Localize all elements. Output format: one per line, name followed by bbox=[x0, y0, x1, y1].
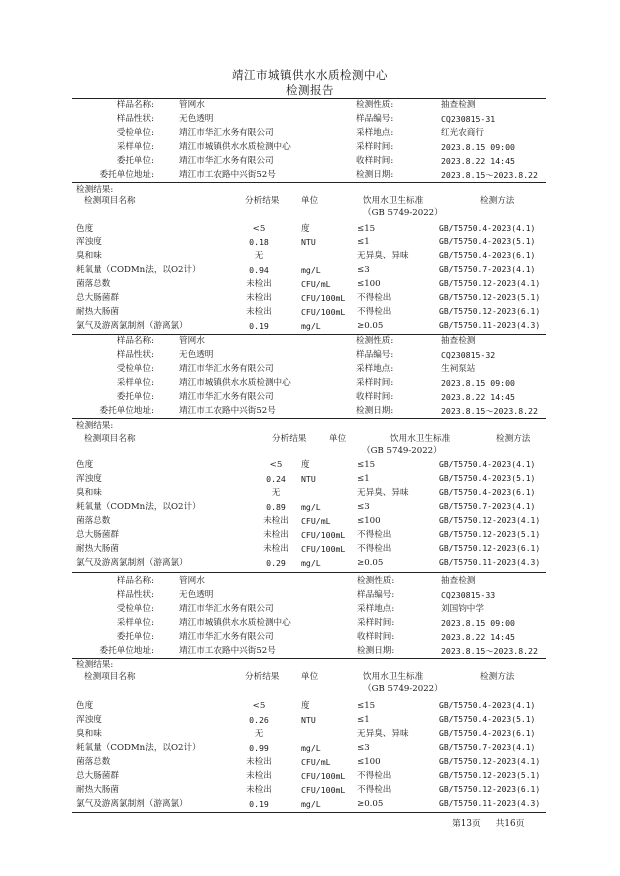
table-row-result: 未检出 bbox=[263, 530, 289, 540]
col-result-header: 分析结果 bbox=[245, 196, 280, 206]
table-row-unit: NTU bbox=[301, 474, 316, 484]
table-row-unit: CFU/100mL bbox=[301, 293, 346, 303]
table-row-item: 浑浊度 bbox=[76, 237, 102, 247]
table-row-std: 不得检出 bbox=[357, 293, 392, 303]
table-row-method: GB/T5750.11-2023(4.3) bbox=[439, 558, 541, 567]
table-row-item: 浑浊度 bbox=[76, 474, 102, 484]
table-row-unit: mg/L bbox=[301, 502, 321, 512]
table-row-method: GB/T5750.7-2023(4.1) bbox=[439, 743, 536, 752]
sample-name-value: 管网水 bbox=[179, 100, 205, 110]
sampling-unit-value: 靖江市城镇供水水质检测中心 bbox=[179, 142, 291, 152]
table-row-result: 0.29 bbox=[266, 558, 286, 568]
sample-name-label: 样品名称: bbox=[116, 100, 154, 110]
entrust-address-label: 委托单位地址: bbox=[99, 406, 154, 416]
table-row-result: 未检出 bbox=[246, 771, 272, 781]
col-method-header: 检测方法 bbox=[480, 672, 515, 682]
table-row-item: 总大肠菌群 bbox=[76, 293, 119, 303]
table-row-item: 耐热大肠菌 bbox=[76, 544, 119, 554]
table-row-std: ≤3 bbox=[357, 265, 370, 275]
receive-time-value: 2023.8.22 14:45 bbox=[441, 632, 515, 642]
sampling-unit-value: 靖江市城镇供水水质检测中心 bbox=[179, 618, 291, 628]
table-row-result: 未检出 bbox=[246, 757, 272, 767]
table-row-std: ≤15 bbox=[357, 701, 376, 711]
receive-time-label: 收样时间: bbox=[357, 632, 395, 642]
table-row-result: <5 bbox=[252, 701, 266, 711]
table-row-method: GB/T5750.12-2023(6.1) bbox=[439, 544, 541, 553]
table-row-result: 0.99 bbox=[249, 743, 269, 753]
sample-state-label: 样品性状: bbox=[116, 114, 154, 124]
table-row-std: ≤1 bbox=[357, 237, 370, 247]
table-row-item: 色度 bbox=[76, 460, 94, 470]
table-row-std: ≤15 bbox=[357, 224, 376, 234]
table-row-method: GB/T5750.12-2023(4.1) bbox=[439, 757, 541, 766]
col-item-header: 检测项目名称 bbox=[84, 196, 136, 206]
table-row-unit: 度 bbox=[301, 460, 310, 470]
table-row-unit: CFU/100mL bbox=[301, 771, 346, 781]
block-top-rule bbox=[72, 334, 546, 335]
sample-name-label: 样品名称: bbox=[116, 336, 154, 346]
entrust-address-label: 委托单位地址: bbox=[99, 646, 154, 656]
table-row-item: 氯气及游离氯制剂（游离氯） bbox=[76, 558, 188, 568]
sample-name-value: 管网水 bbox=[179, 576, 205, 586]
table-row-result: <5 bbox=[269, 460, 283, 470]
table-row-item: 浑浊度 bbox=[76, 715, 102, 725]
sampling-place-label: 采样地点: bbox=[356, 364, 394, 374]
sample-no-value: CQ230815-31 bbox=[441, 114, 496, 124]
table-row-unit: CFU/100mL bbox=[301, 544, 346, 554]
table-row-std: ≤100 bbox=[357, 516, 381, 526]
table-row-unit: CFU/100mL bbox=[301, 530, 346, 540]
entrust-unit-label: 委托单位: bbox=[116, 392, 154, 402]
table-row-std: ≤3 bbox=[357, 502, 370, 512]
block-bottom-rule bbox=[72, 812, 546, 813]
sample-no-label: 样品编号: bbox=[356, 114, 394, 124]
table-row-std: ≤1 bbox=[357, 715, 370, 725]
table-row-item: 臭和味 bbox=[76, 729, 102, 739]
table-row-method: GB/T5750.4-2023(4.1) bbox=[439, 701, 536, 710]
table-row-result: 0.94 bbox=[249, 265, 269, 275]
table-row-result: 0.26 bbox=[249, 715, 269, 725]
col-result-header: 分析结果 bbox=[245, 672, 280, 682]
sample-state-value: 无色透明 bbox=[179, 590, 214, 600]
table-row-method: GB/T5750.7-2023(4.1) bbox=[439, 265, 536, 274]
block-top-rule bbox=[72, 572, 546, 573]
table-row-method: GB/T5750.12-2023(5.1) bbox=[439, 530, 541, 539]
table-row-method: GB/T5750.4-2023(6.1) bbox=[439, 729, 536, 738]
sampling-unit-label: 采样单位: bbox=[116, 142, 154, 152]
table-row-result: 未检出 bbox=[246, 785, 272, 795]
table-row-std: 无异臭、异味 bbox=[357, 251, 409, 261]
client-unit-label: 受检单位: bbox=[116, 604, 154, 614]
table-row-result: 未检出 bbox=[246, 279, 272, 289]
client-unit-value: 靖江市华汇水务有限公司 bbox=[179, 364, 274, 374]
sample-no-label: 样品编号: bbox=[356, 350, 394, 360]
table-row-unit: mg/L bbox=[301, 743, 321, 753]
test-nature-value: 抽查检测 bbox=[441, 576, 476, 586]
table-row-result: 无 bbox=[254, 251, 264, 261]
sampling-time-label: 采样时间: bbox=[357, 618, 395, 628]
col-item-header: 检测项目名称 bbox=[84, 672, 136, 682]
table-row-unit: 度 bbox=[301, 224, 310, 234]
sample-no-value: CQ230815-33 bbox=[441, 590, 496, 600]
table-row-std: 无异臭、异味 bbox=[357, 488, 409, 498]
table-row-unit: mg/L bbox=[301, 265, 321, 275]
sampling-time-value: 2023.8.15 09:00 bbox=[441, 378, 515, 388]
table-row-result: 0.89 bbox=[266, 502, 286, 512]
table-row-method: GB/T5750.4-2023(4.1) bbox=[439, 460, 536, 469]
test-date-value: 2023.8.15～2023.8.22 bbox=[441, 646, 538, 656]
info-bottom-rule bbox=[72, 182, 546, 183]
sampling-place-label: 采样地点: bbox=[356, 128, 394, 138]
table-row-std: 不得检出 bbox=[357, 785, 392, 795]
info-bottom-rule bbox=[72, 658, 546, 659]
table-row-item: 耗氧量（CODMn法，以O2计） bbox=[76, 502, 201, 512]
sample-state-label: 样品性状: bbox=[116, 590, 154, 600]
sampling-unit-label: 采样单位: bbox=[116, 378, 154, 388]
test-date-value: 2023.8.15～2023.8.22 bbox=[441, 406, 538, 416]
table-row-item: 臭和味 bbox=[76, 488, 102, 498]
col-method-header: 检测方法 bbox=[496, 434, 531, 444]
table-row-std: ≥0.05 bbox=[357, 321, 384, 331]
table-row-method: GB/T5750.12-2023(5.1) bbox=[439, 771, 541, 780]
table-row-result: 0.19 bbox=[249, 321, 269, 331]
table-row-unit: CFU/100mL bbox=[301, 307, 346, 317]
table-row-method: GB/T5750.12-2023(5.1) bbox=[439, 293, 541, 302]
sampling-place-label: 采样地点: bbox=[357, 604, 395, 614]
table-row-method: GB/T5750.11-2023(4.3) bbox=[439, 321, 541, 330]
table-row-unit: CFU/mL bbox=[301, 757, 331, 767]
table-row-unit: CFU/mL bbox=[301, 516, 331, 526]
table-row-result: 未检出 bbox=[246, 307, 272, 317]
table-row-std: 不得检出 bbox=[357, 307, 392, 317]
results-label: 检测结果: bbox=[76, 660, 114, 670]
col-method-header: 检测方法 bbox=[480, 196, 515, 206]
test-date-value: 2023.8.15～2023.8.22 bbox=[441, 170, 538, 180]
col-unit-header: 单位 bbox=[301, 672, 319, 682]
col-std-header: 饮用水卫生标准 bbox=[363, 672, 424, 682]
table-row-method: GB/T5750.4-2023(5.1) bbox=[439, 715, 536, 724]
col-unit-header: 单位 bbox=[329, 434, 347, 444]
table-row-result: 无 bbox=[254, 729, 264, 739]
table-row-result: 无 bbox=[271, 488, 281, 498]
table-row-item: 氯气及游离氯制剂（游离氯） bbox=[76, 799, 188, 809]
col-result-header: 分析结果 bbox=[272, 434, 307, 444]
table-row-item: 总大肠菌群 bbox=[76, 771, 119, 781]
table-row-method: GB/T5750.4-2023(4.1) bbox=[439, 224, 536, 233]
table-row-result: 未检出 bbox=[246, 293, 272, 303]
col-std-header: 饮用水卫生标准 bbox=[390, 434, 451, 444]
test-date-label: 检测日期: bbox=[356, 406, 394, 416]
table-row-method: GB/T5750.12-2023(4.1) bbox=[439, 516, 541, 525]
table-row-std: 无异臭、异味 bbox=[357, 729, 409, 739]
sampling-time-value: 2023.8.15 09:00 bbox=[441, 618, 515, 628]
client-unit-value: 靖江市华汇水务有限公司 bbox=[179, 604, 274, 614]
entrust-unit-value: 靖江市华汇水务有限公司 bbox=[179, 392, 274, 402]
table-row-item: 菌落总数 bbox=[76, 516, 111, 526]
sample-state-value: 无色透明 bbox=[179, 350, 214, 360]
table-row-item: 耐热大肠菌 bbox=[76, 307, 119, 317]
col-std-header-2: （GB 5749-2022） bbox=[363, 208, 443, 218]
entrust-address-label: 委托单位地址: bbox=[99, 170, 154, 180]
entrust-unit-value: 靖江市华汇水务有限公司 bbox=[179, 156, 274, 166]
table-row-unit: mg/L bbox=[301, 321, 321, 331]
test-nature-value: 抽查检测 bbox=[441, 100, 476, 110]
client-unit-value: 靖江市华汇水务有限公司 bbox=[179, 128, 274, 138]
sample-no-label: 样品编号: bbox=[357, 590, 395, 600]
table-row-method: GB/T5750.4-2023(5.1) bbox=[439, 237, 536, 246]
table-row-std: ≥0.05 bbox=[357, 799, 384, 809]
table-row-item: 总大肠菌群 bbox=[76, 530, 119, 540]
test-date-label: 检测日期: bbox=[356, 170, 394, 180]
report-title: 检测报告 bbox=[286, 83, 334, 97]
table-row-std: ≤3 bbox=[357, 743, 370, 753]
table-row-unit: NTU bbox=[301, 237, 316, 247]
sampling-place-value: 红光农商行 bbox=[441, 128, 484, 138]
sample-name-label: 样品名称: bbox=[116, 576, 154, 586]
table-row-std: ≤1 bbox=[357, 474, 370, 484]
table-row-item: 色度 bbox=[76, 224, 94, 234]
client-unit-label: 受检单位: bbox=[116, 364, 154, 374]
block-top-rule bbox=[72, 98, 546, 99]
col-item-header: 检测项目名称 bbox=[84, 434, 136, 444]
table-row-unit: mg/L bbox=[301, 558, 321, 568]
table-row-result: 0.19 bbox=[249, 799, 269, 809]
client-unit-label: 受检单位: bbox=[116, 128, 154, 138]
table-row-method: GB/T5750.4-2023(6.1) bbox=[439, 488, 536, 497]
table-row-item: 耗氧量（CODMn法，以O2计） bbox=[76, 265, 201, 275]
sampling-time-label: 采样时间: bbox=[356, 378, 394, 388]
table-row-method: GB/T5750.4-2023(5.1) bbox=[439, 474, 536, 483]
table-row-result: 未检出 bbox=[263, 544, 289, 554]
test-nature-label: 检测性质: bbox=[357, 576, 395, 586]
sample-state-label: 样品性状: bbox=[116, 350, 154, 360]
sampling-unit-label: 采样单位: bbox=[116, 618, 154, 628]
info-bottom-rule bbox=[72, 418, 546, 419]
table-row-result: 0.24 bbox=[266, 474, 286, 484]
table-row-item: 菌落总数 bbox=[76, 757, 111, 767]
table-row-std: ≤100 bbox=[357, 279, 381, 289]
test-nature-label: 检测性质: bbox=[356, 336, 394, 346]
table-row-item: 氯气及游离氯制剂（游离氯） bbox=[76, 321, 188, 331]
lab-name: 靖江市城镇供水水质检测中心 bbox=[232, 68, 388, 82]
table-row-item: 臭和味 bbox=[76, 251, 102, 261]
table-row-result: 未检出 bbox=[263, 516, 289, 526]
sample-state-value: 无色透明 bbox=[179, 114, 214, 124]
table-row-method: GB/T5750.7-2023(4.1) bbox=[439, 502, 536, 511]
col-std-header-2: （GB 5749-2022） bbox=[363, 684, 443, 694]
entrust-unit-label: 委托单位: bbox=[116, 632, 154, 642]
table-row-unit: mg/L bbox=[301, 799, 321, 809]
test-nature-label: 检测性质: bbox=[356, 100, 394, 110]
page-total: 共16页 bbox=[495, 819, 525, 829]
table-row-std: ≤15 bbox=[357, 460, 376, 470]
receive-time-value: 2023.8.22 14:45 bbox=[441, 156, 515, 166]
results-label: 检测结果: bbox=[76, 185, 114, 195]
table-row-std: 不得检出 bbox=[357, 544, 392, 554]
table-row-item: 耐热大肠菌 bbox=[76, 785, 119, 795]
receive-time-label: 收样时间: bbox=[356, 392, 394, 402]
entrust-address-value: 靖江市工农路中兴街52号 bbox=[179, 406, 276, 416]
table-row-method: GB/T5750.11-2023(4.3) bbox=[439, 799, 541, 808]
sampling-place-value: 刘国钧中学 bbox=[441, 604, 484, 614]
test-nature-value: 抽查检测 bbox=[441, 336, 476, 346]
table-row-method: GB/T5750.12-2023(4.1) bbox=[439, 279, 541, 288]
sampling-unit-value: 靖江市城镇供水水质检测中心 bbox=[179, 378, 291, 388]
entrust-unit-value: 靖江市华汇水务有限公司 bbox=[179, 632, 274, 642]
sample-no-value: CQ230815-32 bbox=[441, 350, 496, 360]
table-row-result: 0.18 bbox=[249, 237, 269, 247]
table-row-std: 不得检出 bbox=[357, 530, 392, 540]
table-row-std: ≤100 bbox=[357, 757, 381, 767]
sampling-time-label: 采样时间: bbox=[356, 142, 394, 152]
table-row-std: ≥0.05 bbox=[357, 558, 384, 568]
page-number: 第13页 bbox=[452, 819, 481, 829]
table-row-std: 不得检出 bbox=[357, 771, 392, 781]
receive-time-label: 收样时间: bbox=[356, 156, 394, 166]
table-row-method: GB/T5750.4-2023(6.1) bbox=[439, 251, 536, 260]
table-row-result: <5 bbox=[252, 224, 266, 234]
table-row-unit: NTU bbox=[301, 715, 316, 725]
table-row-unit: 度 bbox=[301, 701, 310, 711]
page-footer bbox=[452, 820, 524, 829]
table-row-method: GB/T5750.12-2023(6.1) bbox=[439, 785, 541, 794]
table-row-method: GB/T5750.12-2023(6.1) bbox=[439, 307, 541, 316]
results-label: 检测结果: bbox=[76, 421, 114, 431]
table-row-item: 耗氧量（CODMn法，以O2计） bbox=[76, 743, 201, 753]
col-std-header: 饮用水卫生标准 bbox=[363, 196, 424, 206]
col-unit-header: 单位 bbox=[301, 196, 319, 206]
test-date-label: 检测日期: bbox=[357, 646, 395, 656]
table-row-unit: CFU/mL bbox=[301, 279, 331, 289]
entrust-address-value: 靖江市工农路中兴街52号 bbox=[179, 646, 276, 656]
receive-time-value: 2023.8.22 14:45 bbox=[441, 392, 515, 402]
table-row-item: 色度 bbox=[76, 701, 94, 711]
col-std-header-2: （GB 5749-2022） bbox=[362, 446, 442, 456]
table-row-unit: CFU/100mL bbox=[301, 785, 346, 795]
table-row-item: 菌落总数 bbox=[76, 279, 111, 289]
entrust-address-value: 靖江市工农路中兴街52号 bbox=[179, 170, 276, 180]
sampling-time-value: 2023.8.15 09:00 bbox=[441, 142, 515, 152]
sampling-place-value: 生祠泵站 bbox=[441, 364, 476, 374]
entrust-unit-label: 委托单位: bbox=[116, 156, 154, 166]
sample-name-value: 管网水 bbox=[179, 336, 205, 346]
